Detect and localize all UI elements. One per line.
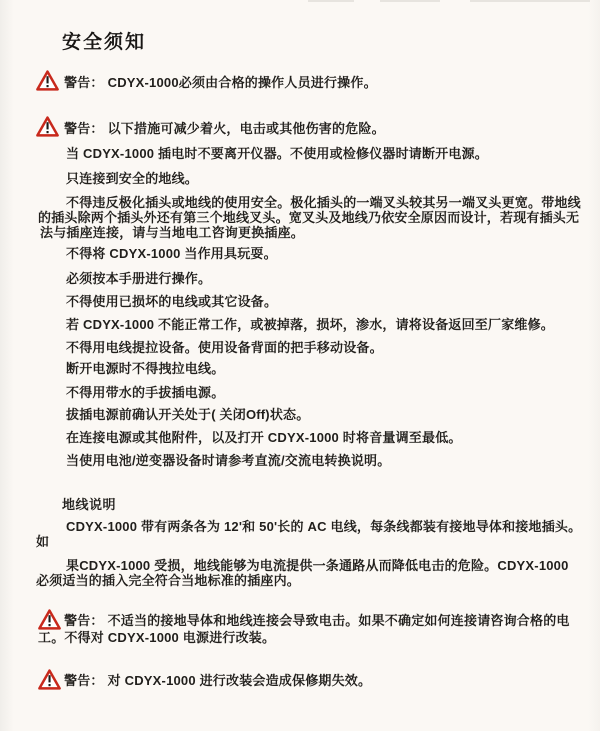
safety-item: 当使用电池/逆变器设备时请参考直流/交流电转换说明。 xyxy=(66,453,391,468)
warning-modification-text: 对 CDYX-1000 进行改装会造成保修期失效。 xyxy=(107,673,372,688)
warning-triangle-icon xyxy=(38,609,61,630)
grounding-paragraph-line: CDYX-1000 带有两条各为 12'和 50'长的 AC 电线，每条线都装有接地导体和接地插头。 xyxy=(66,519,582,534)
safety-item: 在连接电源或其他附件，以及打开 CDYX-1000 时将音量调至最低。 xyxy=(66,430,462,445)
page-title: 安全须知 xyxy=(62,32,147,53)
warning-measures xyxy=(64,121,385,137)
scan-artifact xyxy=(470,0,590,2)
safety-item: 若 CDYX-1000 不能正常工作，或被掉落，损坏，渗水，请将设备返回至厂家维修。 xyxy=(66,317,554,332)
warning-label: 警告： xyxy=(64,75,104,90)
warning-triangle-icon xyxy=(38,669,61,690)
safety-item: 拔插电源前确认开关处于( 关闭Off)状态。 xyxy=(66,407,310,422)
warning-grounding xyxy=(64,613,570,629)
safety-item-continuation: 法与插座连接，请与当地电工咨询更换插座。 xyxy=(40,225,305,240)
warning-operator xyxy=(64,75,377,91)
warning-triangle-icon xyxy=(36,70,59,91)
safety-item: 必须按本手册进行操作。 xyxy=(66,271,212,286)
safety-item: 不得将 CDYX-1000 当作用具玩耍。 xyxy=(66,246,277,261)
warning-label: 警告： xyxy=(64,613,104,628)
grounding-paragraph-line: 必须适当的插入完全符合当地标准的插座内。 xyxy=(36,573,301,588)
warning-grounding-continuation: 工。不得对 CDYX-1000 电源进行改装。 xyxy=(38,630,276,645)
grounding-paragraph-line: 果CDYX-1000 受损，地线能够为电流提供一条通路从而降低电击的危险。CDYX-1000 xyxy=(66,558,569,573)
warning-triangle-icon xyxy=(36,116,59,137)
safety-item: 当 CDYX-1000 插电时不要离开仪器。不使用或检修仪器时请断开电源。 xyxy=(66,146,488,161)
scan-artifact xyxy=(380,0,440,2)
warning-grounding-text: 不适当的接地导体和地线连接会导致电击。如果不确定如何连接请咨询合格的电 xyxy=(107,613,570,628)
safety-item: 不得违反极化插头或地线的使用安全。极化插头的一端叉头较其另一端叉头更宽。带地线 xyxy=(66,195,581,210)
warning-modification xyxy=(64,673,371,689)
grounding-paragraph-line: 如 xyxy=(36,534,50,549)
safety-item: 不得使用已损坏的电线或其它设备。 xyxy=(66,294,278,309)
warning-label: 警告： xyxy=(64,121,104,136)
warning-measures-text: 以下措施可减少着火，电击或其他伤害的危险。 xyxy=(107,121,385,136)
safety-item: 断开电源时不得拽拉电线。 xyxy=(66,361,225,376)
warning-operator-text: CDYX-1000必须由合格的操作人员进行操作。 xyxy=(107,75,377,90)
safety-item: 不得用电线提拉设备。使用设备背面的把手移动设备。 xyxy=(66,340,383,355)
safety-item: 不得用带水的手拔插电源。 xyxy=(66,385,225,400)
safety-item-continuation: 的插头除两个插头外还有第三个地线叉头。宽叉头及地线乃依安全原因而设计，若现有插头无 xyxy=(38,210,580,225)
grounding-heading: 地线说明 xyxy=(62,497,117,512)
warning-label: 警告： xyxy=(64,673,104,688)
scan-artifact xyxy=(308,0,354,2)
safety-item: 只连接到安全的地线。 xyxy=(66,171,199,186)
